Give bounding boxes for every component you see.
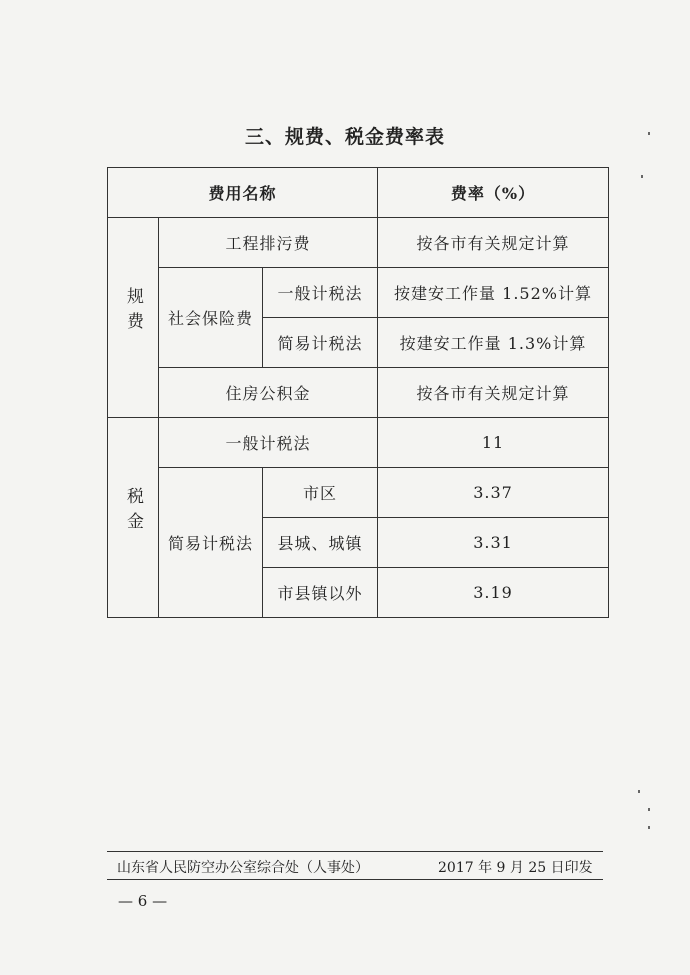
- header-rate: 费率（%）: [378, 168, 609, 218]
- footer-top-rule: [107, 851, 603, 852]
- table-row: [108, 468, 609, 518]
- tax-county-town: 县城、城镇: [263, 518, 378, 568]
- fees-group-label: [108, 218, 159, 418]
- page-title: 三、规费、税金费率表: [244, 126, 445, 148]
- fee-rate-table: [107, 167, 609, 618]
- tax-county-town-rate: 3.31: [378, 518, 609, 568]
- tax-general-method: 一般计税法: [159, 418, 378, 468]
- table-header-row: [108, 168, 609, 218]
- tax-simple-method: 简易计税法: [159, 468, 263, 618]
- table-row: [108, 218, 609, 268]
- table-row: [108, 268, 609, 318]
- footer-issuer: 山东省人民防空办公室综合处（人事处）: [117, 860, 369, 876]
- tax-group-text: 税金: [123, 486, 143, 537]
- si-general-method: 一般计税法: [263, 268, 378, 318]
- page-number: — 6 —: [118, 892, 168, 910]
- tax-outside-rate: 3.19: [378, 568, 609, 618]
- si-general-rate: 按建安工作量 1.52%计算: [378, 268, 609, 318]
- housing-fund-rate: 按各市有关规定计算: [378, 368, 609, 418]
- tax-city-area-rate: 3.37: [378, 468, 609, 518]
- scan-speck: [641, 175, 643, 178]
- housing-fund-name: 住房公积金: [159, 368, 378, 418]
- footer-bottom-rule: [107, 879, 603, 880]
- footer-date: 2017 年 9 月 25 日印发: [438, 860, 593, 876]
- fees-group-text: 规费: [123, 286, 143, 337]
- tax-city-area: 市区: [263, 468, 378, 518]
- pollution-fee-name: 工程排污费: [159, 218, 378, 268]
- scan-speck: [638, 790, 640, 793]
- header-fee-name: 费用名称: [108, 168, 378, 218]
- social-insurance-name: 社会保险费: [159, 268, 263, 368]
- si-simple-rate: 按建安工作量 1.3%计算: [378, 318, 609, 368]
- pollution-fee-rate: 按各市有关规定计算: [378, 218, 609, 268]
- scan-speck: [648, 132, 650, 135]
- tax-group-label: [108, 418, 159, 618]
- table-row: [108, 368, 609, 418]
- si-simple-method: 简易计税法: [263, 318, 378, 368]
- tax-outside: 市县镇以外: [263, 568, 378, 618]
- tax-general-rate: 11: [378, 418, 609, 468]
- table-row: [108, 418, 609, 468]
- scan-speck: [648, 808, 650, 811]
- scan-speck: [648, 826, 650, 829]
